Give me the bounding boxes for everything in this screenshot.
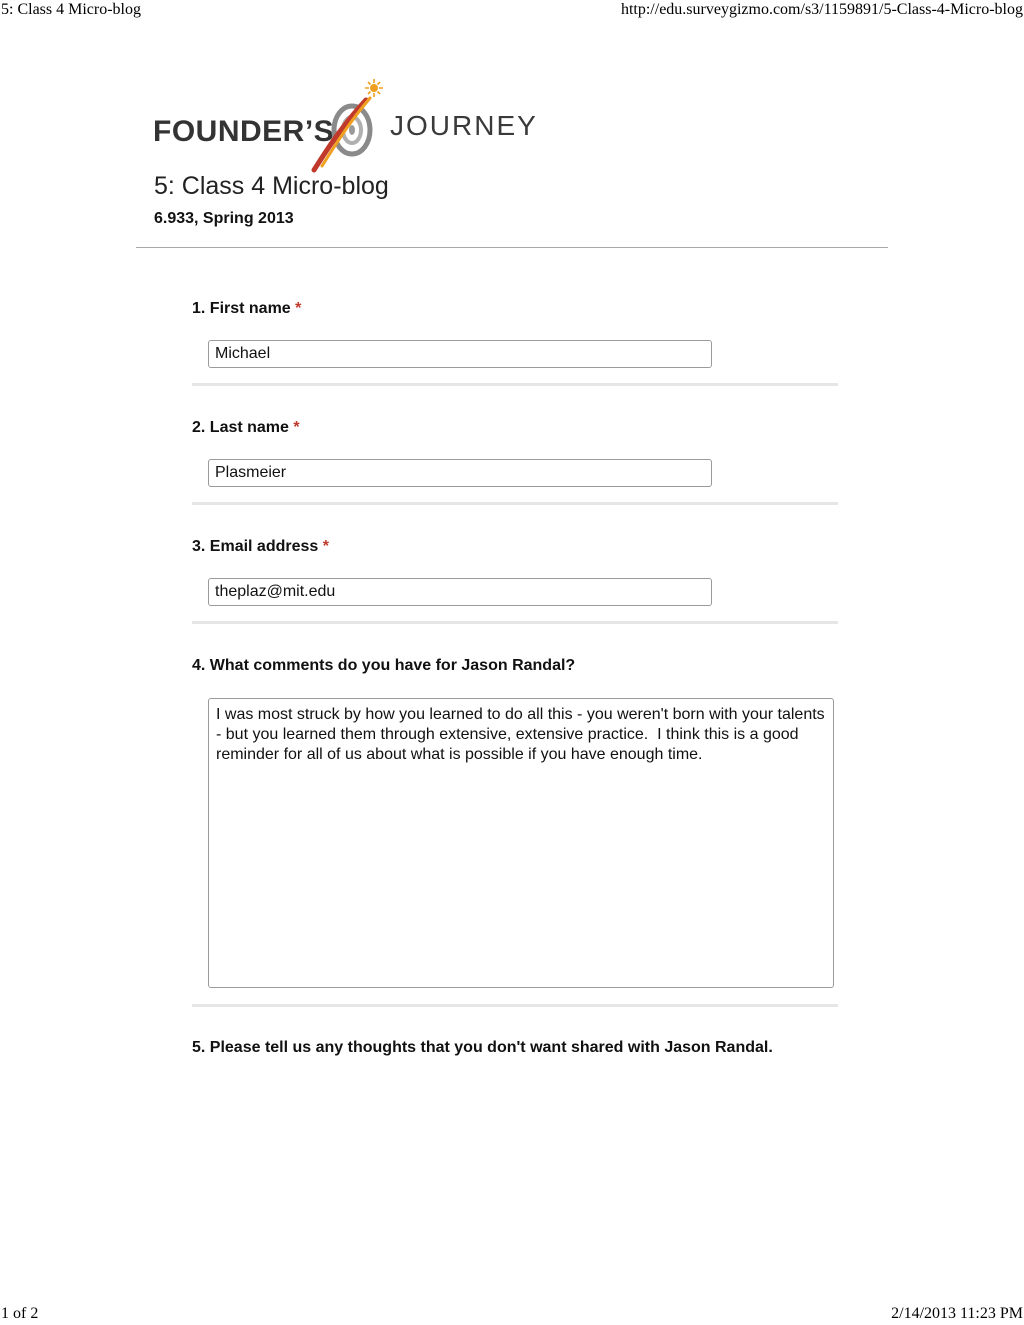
comments-textarea[interactable]: I was most struck by how you learned to do all this - you weren't born with your talents - but you learned them through extensive, extensive practice. I think this is a good reminder for all of us about what is possible if you have enough time. (208, 698, 834, 988)
logo-founders-text: FOUNDER’S (153, 115, 335, 148)
question-last-name (192, 419, 838, 481)
first-name-input[interactable]: Michael (208, 340, 712, 368)
question-email (192, 538, 838, 600)
last-name-input[interactable]: Plasmeier (208, 459, 712, 487)
logo-journey-text: JOURNEY (390, 110, 538, 141)
question-label: 1. First name (192, 300, 291, 317)
required-marker: * (295, 300, 302, 317)
print-page-url: http://edu.surveygizmo.com/s3/1159891/5-Class-4-Micro-blog (620, 1, 1023, 18)
print-timestamp: 2/14/2013 11:23 PM (891, 1305, 1023, 1322)
survey-subtitle: 6.933, Spring 2013 (154, 210, 294, 227)
spiral-target-logo-icon (308, 78, 388, 174)
required-marker: * (322, 538, 329, 555)
question-divider (192, 383, 838, 386)
question-label: 3. Email address (192, 538, 319, 555)
question-divider (192, 621, 838, 624)
question-first-name (192, 300, 838, 362)
question-comments-for-jason (192, 657, 838, 763)
survey-title: 5: Class 4 Micro-blog (154, 172, 389, 200)
title-divider (136, 247, 888, 248)
print-page-title: 5: Class 4 Micro-blog (1, 1, 141, 18)
founders-journey-logo (152, 78, 538, 174)
email-address-input[interactable]: theplaz@mit.edu (208, 578, 712, 606)
print-page-number: 1 of 2 (1, 1305, 39, 1322)
question-label: 4. What comments do you have for Jason Randal? (192, 657, 576, 674)
question-divider (192, 1004, 838, 1007)
question-label: 5. Please tell us any thoughts that you don't want shared with Jason Randal. (192, 1039, 773, 1056)
question-private-thoughts (192, 1039, 838, 1057)
question-label: 2. Last name (192, 419, 289, 436)
question-divider (192, 502, 838, 505)
required-marker: * (293, 419, 300, 436)
